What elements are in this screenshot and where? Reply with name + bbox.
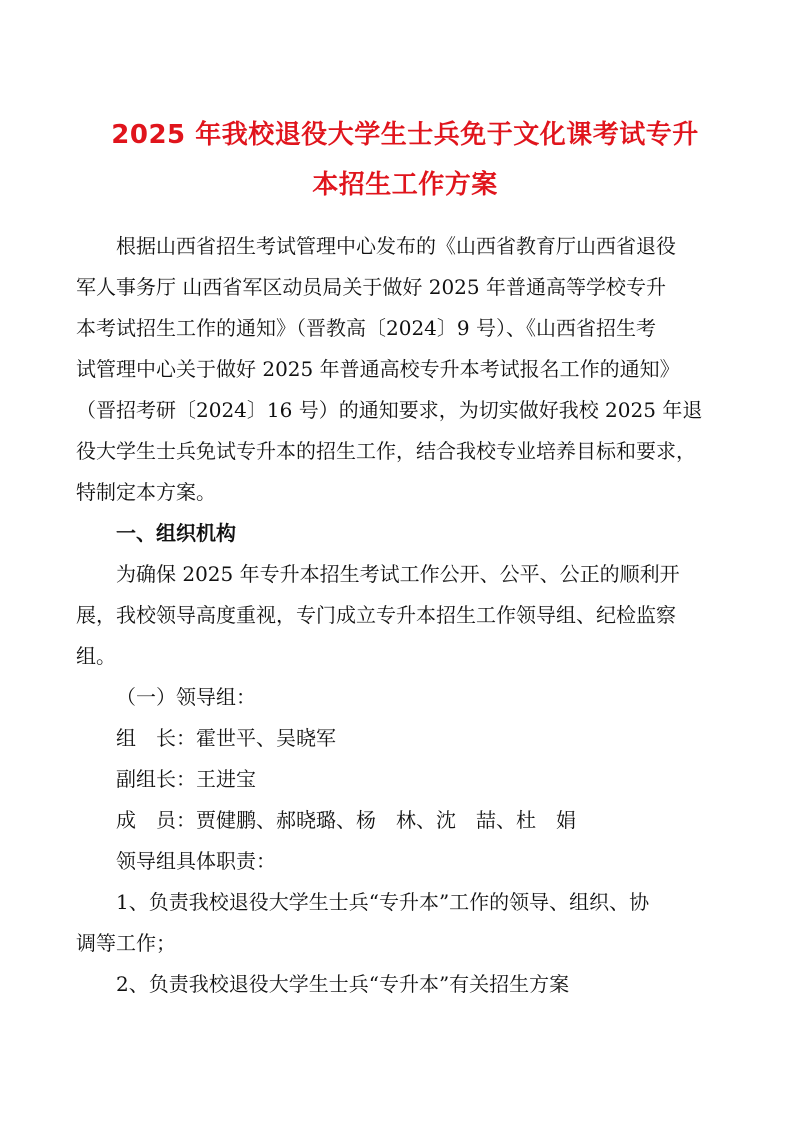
duty1-line: 1、负责我校退役大学生士兵“专升本”工作的领导、组织、协 (116, 890, 650, 914)
section1-paragraph (76, 554, 734, 677)
duties-heading: 领导组具体职责： (116, 849, 276, 873)
intro-line: 特制定本方案。 (76, 480, 216, 504)
document-body (76, 226, 734, 1005)
intro-line: 试管理中心关于做好 2025 年普通高校专升本考试报名工作的通知》 (76, 357, 680, 381)
members-line: 成 员：贾健鹏、郝晓璐、杨 林、沈 喆、杜 娟 (116, 808, 576, 832)
deputy-leader-line: 副组长：王进宝 (116, 767, 256, 791)
section1-line: 展，我校领导高度重视，专门成立专升本招生工作领导组、纪检监察 (76, 603, 676, 627)
intro-line: 根据山西省招生考试管理中心发布的《山西省教育厅山西省退役 (116, 234, 676, 258)
intro-line: （晋招考研〔2024〕16 号）的通知要求，为切实做好我校 2025 年退 (76, 398, 703, 422)
intro-line: 本考试招生工作的通知》（晋教高〔2024〕9 号）、《山西省招生考 (76, 316, 656, 340)
document-title (76, 110, 734, 210)
title-line-1: 2025 年我校退役大学生士兵免于文化课考试专升 (111, 120, 699, 150)
section1-line: 为确保 2025 年专升本招生考试工作公开、公平、公正的顺利开 (116, 562, 680, 586)
section-heading-organization: 一、组织机构 (116, 521, 236, 545)
section1-line: 组。 (76, 644, 116, 668)
intro-paragraph (76, 226, 734, 513)
duty1-line: 调等工作； (76, 931, 176, 955)
duty-item-1 (76, 882, 734, 964)
intro-line: 役大学生士兵免试专升本的招生工作，结合我校专业培养目标和要求， (76, 439, 696, 463)
duty-item-2: 2、负责我校退役大学生士兵“专升本”有关招生方案 (116, 972, 570, 996)
title-line-2: 本招生工作方案 (312, 170, 498, 200)
leader-line: 组 长：霍世平、吴晓军 (116, 726, 336, 750)
subsection-heading-leadership: （一）领导组： (116, 685, 256, 709)
intro-line: 军人事务厅 山西省军区动员局关于做好 2025 年普通高等学校专升 (76, 275, 666, 299)
